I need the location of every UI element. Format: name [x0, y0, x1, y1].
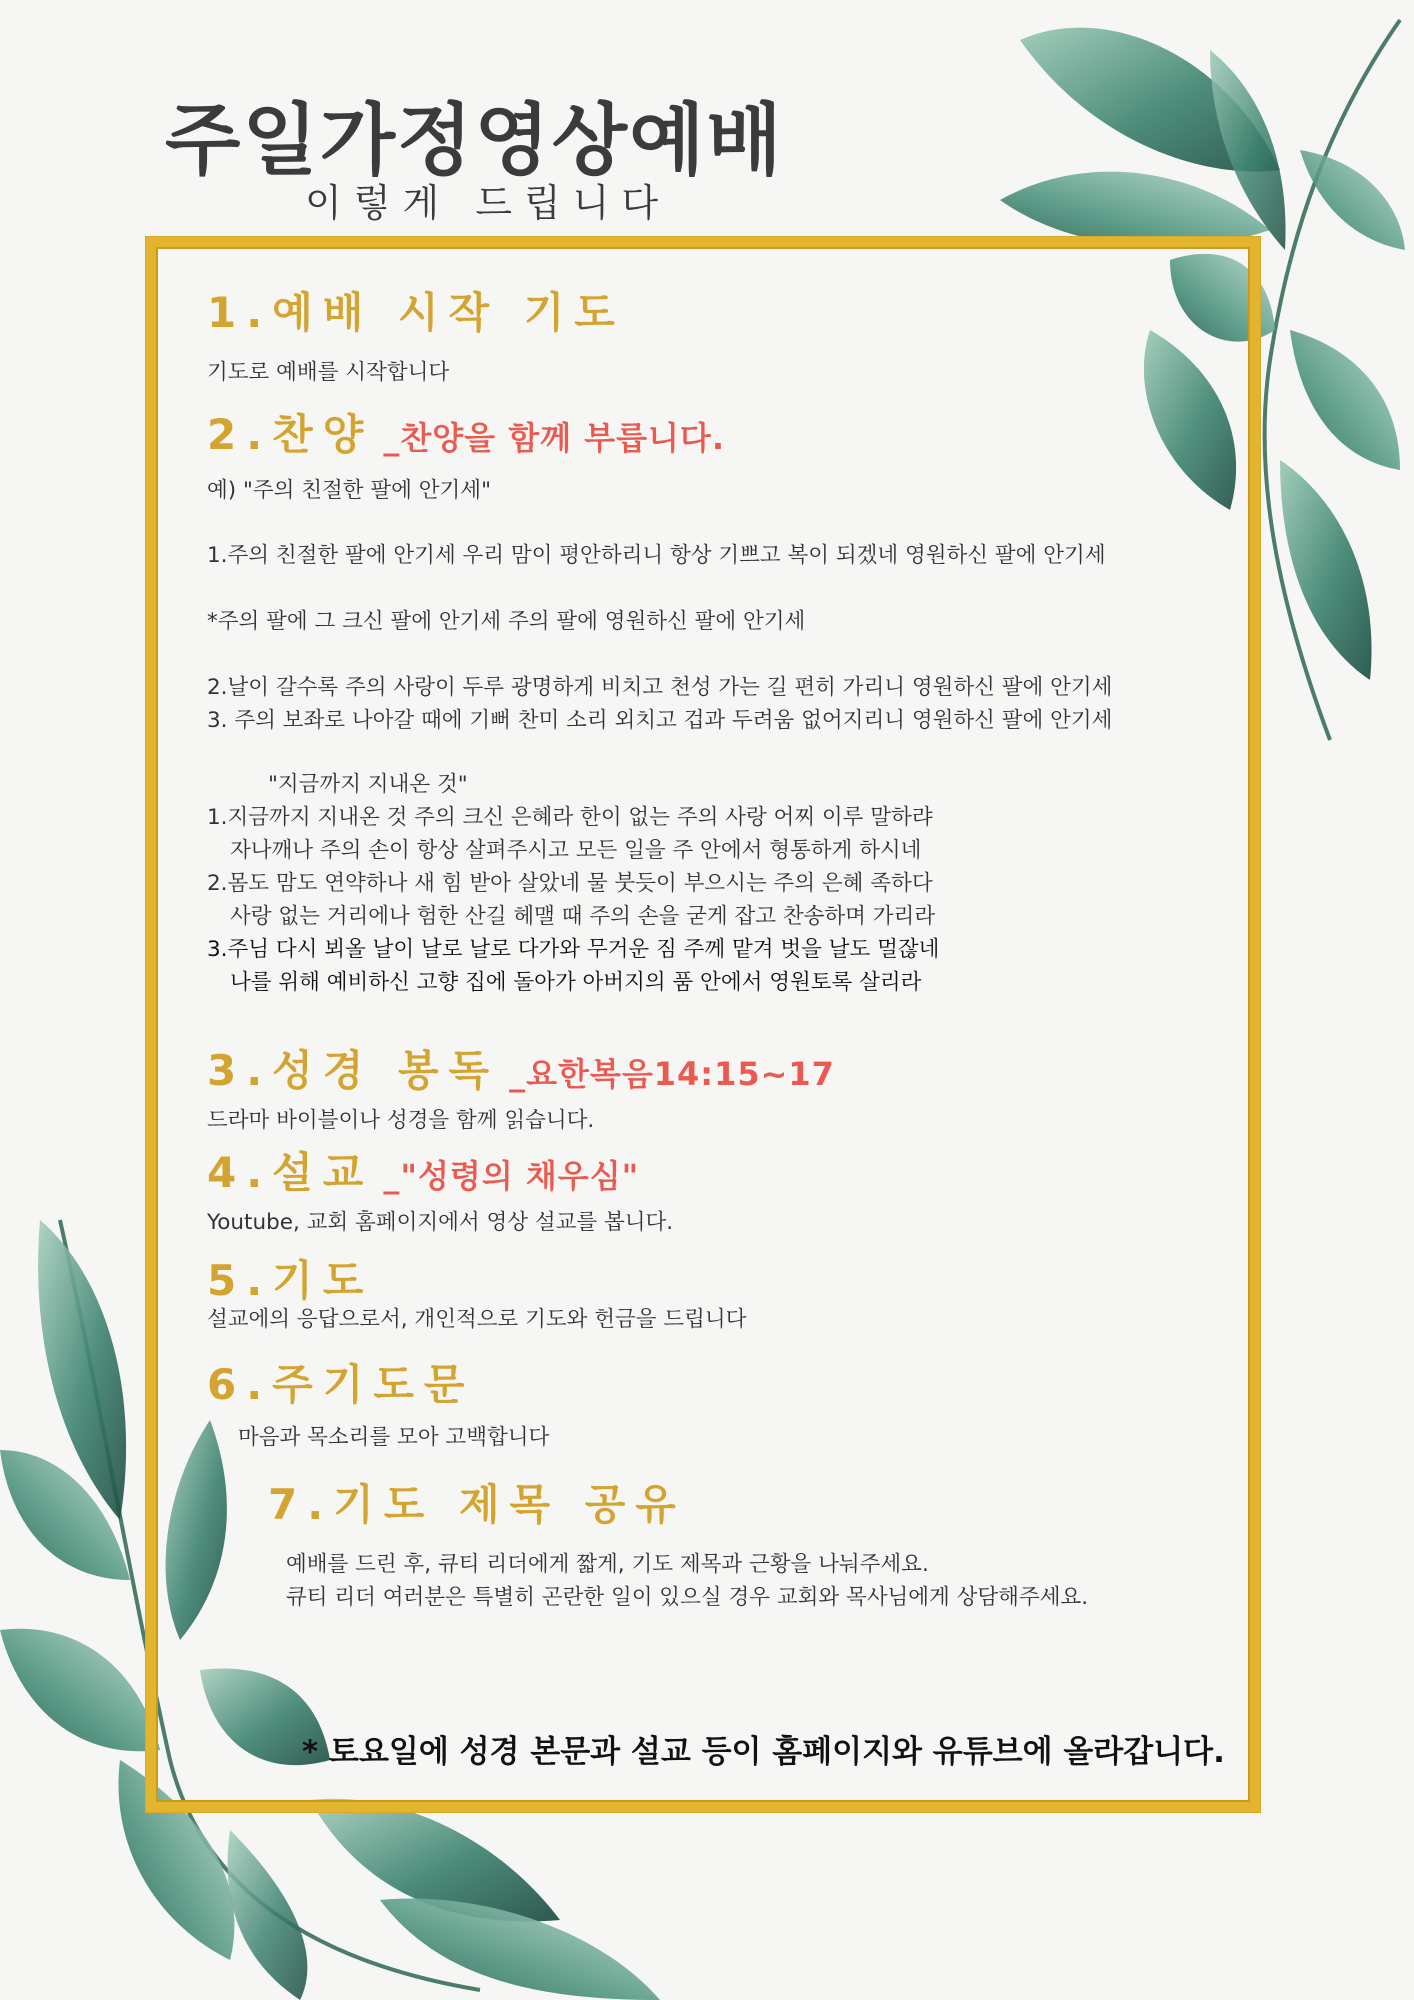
section-heading-5 [207, 1248, 373, 1308]
section-title: 6.주기도문 [207, 1360, 475, 1409]
footer-note: * 토요일에 성경 본문과 설교 등이 홈페이지와 유튜브에 올라갑니다. [302, 1734, 1225, 1770]
section-title: 2.찬양 [207, 410, 374, 459]
section-2-line-5: 3. 주의 보좌로 나아갈 때에 기뻐 찬미 소리 외치고 겁과 두려움 없어지리니 영원하신 팔에 안기세 [207, 708, 1113, 733]
page-title: 주일가정영상예배 [165, 96, 784, 186]
section-subtitle: _찬양을 함께 부릅니다. [383, 419, 725, 457]
section-2-line-1: 예) "주의 친절한 팔에 안기세" [207, 478, 491, 503]
section-7-line-1: 예배를 드린 후, 큐티 리더에게 짧게, 기도 제목과 근황을 나눠주세요. [286, 1552, 929, 1577]
section-3-line-1: 드라마 바이블이나 성경을 함께 읽습니다. [207, 1108, 595, 1133]
section-subtitle: _요한복음14:15~17 [509, 1055, 835, 1093]
section-heading-3 [207, 1038, 835, 1098]
section-title: 7.기도 제목 공유 [268, 1480, 686, 1529]
section-1-line-1: 기도로 예배를 시작합니다 [207, 360, 450, 385]
section-2-line-3: *주의 팔에 그 크신 팔에 안기세 주의 팔에 영원하신 팔에 안기세 [207, 609, 806, 634]
section-title: 4.설교 [207, 1148, 374, 1197]
section-title: 5.기도 [207, 1256, 374, 1305]
section-4-line-1: Youtube, 교회 홈페이지에서 영상 설교를 봅니다. [207, 1210, 674, 1235]
section-2-line-12: 나를 위해 예비하신 고향 집에 돌아가 아버지의 품 안에서 영원토록 살리라 [230, 970, 922, 995]
section-heading-4 [207, 1140, 639, 1200]
section-2-line-6: "지금까지 지내온 것" [268, 772, 468, 797]
section-2-line-11: 3.주님 다시 뵈올 날이 날로 날로 다가와 무거운 짐 주께 맡겨 벗을 날도 멀잖네 [207, 937, 940, 962]
section-heading-6 [207, 1352, 474, 1412]
section-2-line-10: 사랑 없는 거리에나 험한 산길 헤맬 때 주의 손을 굳게 잡고 찬송하며 가리라 [230, 904, 936, 929]
section-2-line-9: 2.몸도 맘도 연약하나 새 힘 받아 살았네 물 붓듯이 부으시는 주의 은혜 족하다 [207, 871, 933, 896]
section-2-line-2: 1.주의 친절한 팔에 안기세 우리 맘이 평안하리니 항상 기쁘고 복이 되겠네 영원하신 팔에 안기세 [207, 543, 1106, 568]
section-2-line-8: 자나깨나 주의 손이 항상 살펴주시고 모든 일을 주 안에서 형통하게 하시네 [230, 838, 922, 863]
section-heading-1 [207, 280, 625, 340]
section-title: 1.예배 시작 기도 [207, 288, 625, 337]
section-7-line-2: 큐티 리더 여러분은 특별히 곤란한 일이 있으실 경우 교회와 목사님에게 상담해주세요. [286, 1585, 1089, 1610]
section-heading-7 [268, 1472, 686, 1532]
section-2-line-4: 2.날이 갈수록 주의 사랑이 두루 광명하게 비치고 천성 가는 길 편히 가리니 영원하신 팔에 안기세 [207, 675, 1113, 700]
section-5-line-1: 설교에의 응답으로서, 개인적으로 기도와 헌금을 드립니다 [207, 1307, 747, 1332]
section-subtitle: _"성령의 채우심" [383, 1157, 640, 1195]
page-subtitle: 이렇게 드립니다 [305, 181, 671, 225]
section-title: 3.성경 봉독 [207, 1046, 500, 1095]
section-6-line-1: 마음과 목소리를 모아 고백합니다 [238, 1425, 550, 1450]
section-heading-2 [207, 402, 725, 462]
section-2-line-7: 1.지금까지 지내온 것 주의 크신 은혜라 한이 없는 주의 사랑 어찌 이루 말하랴 [207, 805, 933, 830]
